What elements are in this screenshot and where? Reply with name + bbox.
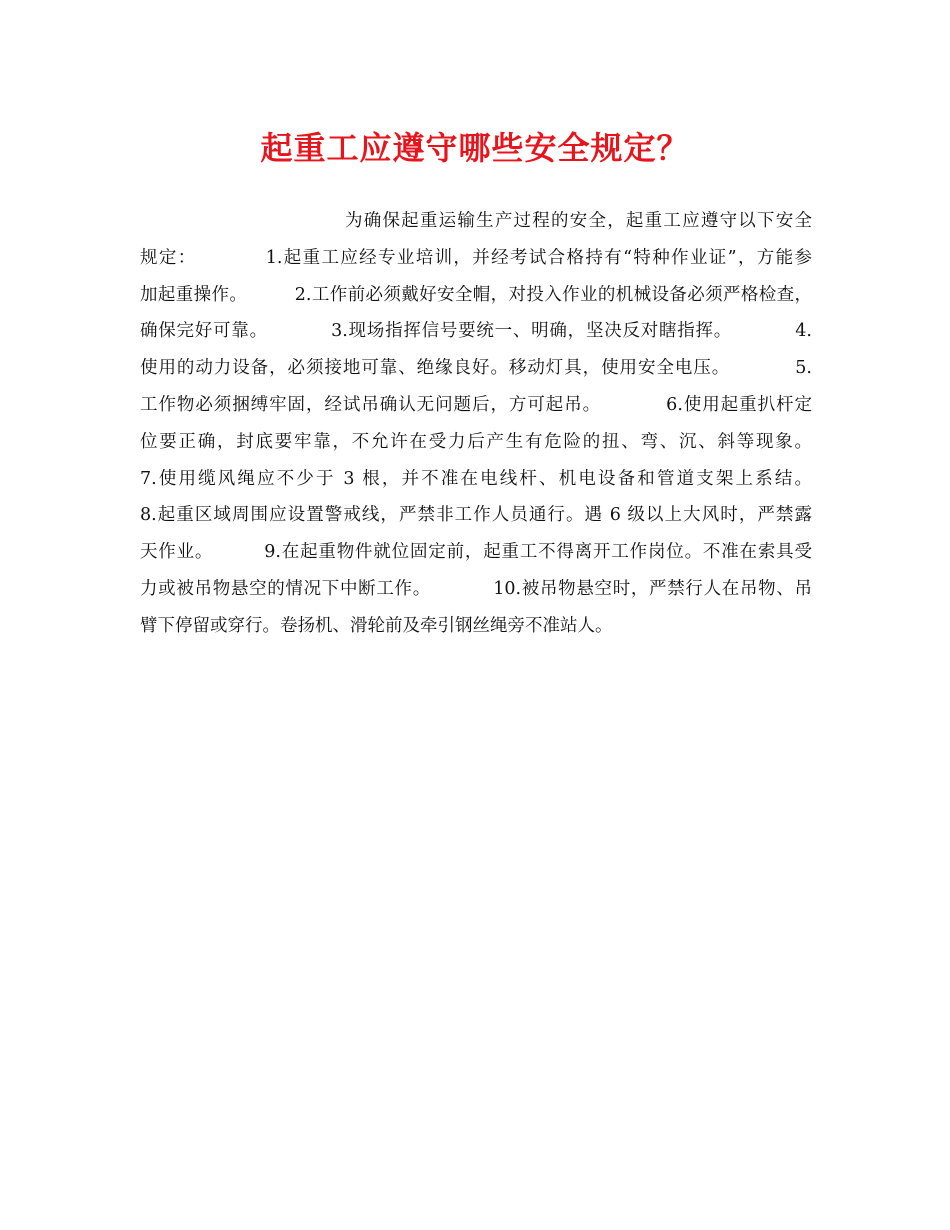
body-line-7: 位要正确，封底要牢靠，不允许在受力后产生有危险的扭、弯、沉、斜等现象。	[140, 431, 812, 452]
document-body	[140, 203, 812, 645]
body-line-8: 7.使用缆风绳应不少于 3 根，并不准在电线杆、机电设备和管道支架上系结。	[140, 468, 812, 489]
body-line-11: 力或被吊物悬空的情况下中断工作。 10.被吊物悬空时，严禁行人在吊物、吊	[140, 578, 812, 599]
body-line-1: 为确保起重运输生产过程的安全，起重工应遵守以下安全	[345, 211, 812, 231]
document-title: 起重工应遵守哪些安全规定？	[260, 129, 690, 167]
body-line-4: 确保完好可靠。 3.现场指挥信号要统一、明确，坚决反对瞎指挥。 4.	[140, 321, 812, 342]
body-line-9: 8.起重区域周围应设置警戒线，严禁非工作人员通行。遇 6 级以上大风时，严禁露	[140, 505, 812, 526]
body-line-6: 工作物必须捆缚牢固，经试吊确认无问题后，方可起吊。 6.使用起重扒杆定	[140, 394, 812, 415]
body-line-2: 规定： 1.起重工应经专业培训，并经考试合格持有“特种作业证”，方能参	[140, 247, 812, 268]
body-line-10: 天作业。 9.在起重物件就位固定前，起重工不得离开工作岗位。不准在索具受	[140, 542, 812, 563]
body-line-5: 使用的动力设备，必须接地可靠、绝缘良好。移动灯具，使用安全电压。 5.	[140, 358, 812, 379]
body-line-3: 加起重操作。 2.工作前必须戴好安全帽，对投入作业的机械设备必须严格检查，	[140, 284, 812, 305]
body-line-12: 臂下停留或穿行。卷扬机、滑轮前及牵引钢丝绳旁不准站人。	[140, 615, 613, 636]
